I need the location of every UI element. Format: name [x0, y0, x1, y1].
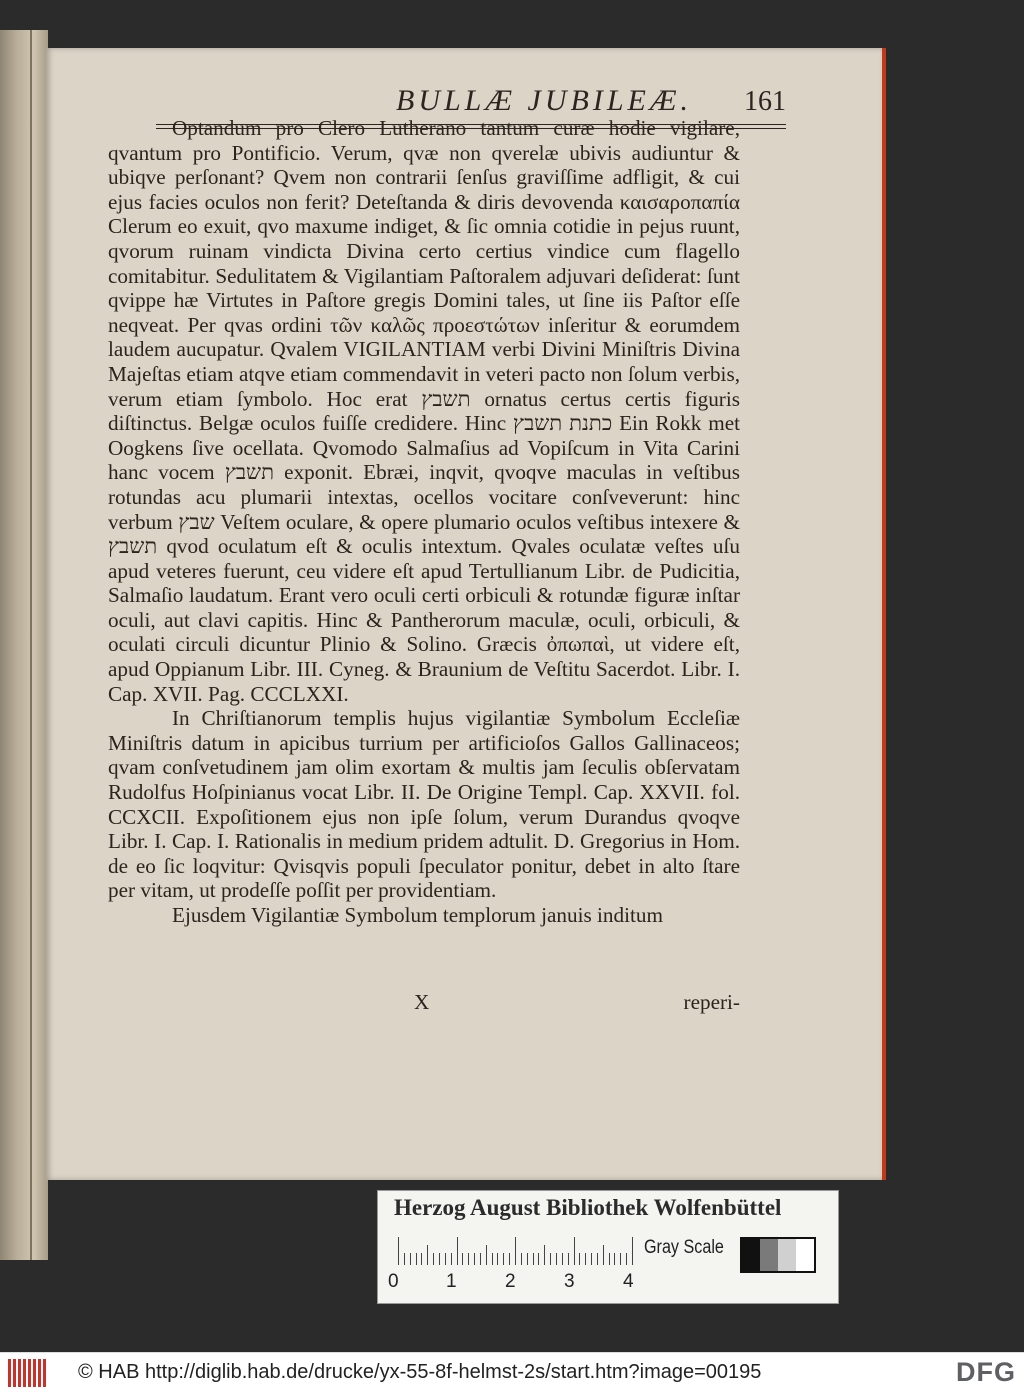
footer-url[interactable]: © HAB http://diglib.hab.de/drucke/yx-55-8f-helmst-2s/start.htm?image=00195	[78, 1361, 762, 1383]
ruler-tick	[614, 1253, 615, 1265]
ruler-tick	[509, 1253, 510, 1265]
ruler-tick	[433, 1253, 434, 1265]
ruler-tick	[416, 1253, 417, 1265]
ruler-tick	[527, 1253, 528, 1265]
ruler-tick	[620, 1253, 621, 1265]
library-name: Herzog August Bibliothek Wolfenbüttel	[394, 1195, 782, 1220]
ruler-tick	[480, 1253, 481, 1265]
scanned-page	[46, 48, 886, 1180]
ruler-tick	[503, 1253, 504, 1265]
paragraph-1: Optandum pro Clero Lutherano tantum curæ hodie vigilare, qvantum pro Pontificio. Verum, qvæ non qverelæ ubivis audiuntur & ubiqve perſonant? Qvem non contrarii ſenſus graviſſime adfligit, & cui ejus facies oculos non ferit? Deteſtanda & diris devovenda καισαροπαπία Clerum eo exuit, qvo maxume indiget, & ſic omnia cotidie in pejus ruunt, qvorum ruinam vindicta Divina certo certius vindice cum flagello comitabitur. Sedulitatem & Vigilantiam Paſtoralem adjuvari deſiderat: ſunt qvippe hæ Virtutes in Paſtore gregis Domini tales, ut ſine iis Paſtor eſſe neqveat. Per qvas ordini τῶν καλῶς προεστώτων inſeritur & eorumdem laudem aucupatur. Qvalem VIGILANTIAM verbi Divini Miniſtris Divina Majeſtas etiam atqve etiam commendavit in veteri pacto non ſolum verbis, verum etiam ſymbolo. Hoc erat תשבץ ornatus certus certis figuris diſtinctus. Belgæ oculos fuiſſe credidere. Hinc כתנת תשבץ Ein Rokk met Oogkens ſive ocellata. Qvomodo Salmaſius ad Vopiſcum in Vita Carini hanc vocem תשבץ exponit. Ebræi, inqvit, qvoqve maculas in veſtibus rotundas acu plumarii intextas, ocellos vocitare conſveverunt: hinc verbum שבץ Veſtem oculare, & opere plumario oculos veſtibus intexere & תשבץ qvod oculatum eſt & oculis intextum. Qvales oculatæ veſtes uſu apud veteres fuerunt, ceu videre eſt apud Tertullianum Libr. de Pudicitia, Salmaſio laudatum. Erant vero oculi certi orbiculi & rotundæ figuræ inſtar oculi, aut clavi capitis. Hinc & Pantherorum maculæ, oculi, orbiculi, & oculati circuli dicuntur Plinio & Solino. Græcis ὀπωπαὶ, ut videre eſt, apud Oppianum Libr. III. Cyneg. & Braunium de Veſtitu Sacerdot. Libr. I. Cap. XVII. Pag. CCCLXXI.	[108, 116, 741, 706]
ruler-tick	[515, 1237, 516, 1265]
ruler-tick	[579, 1253, 580, 1265]
ruler-tick	[486, 1245, 487, 1265]
ruler-tick	[597, 1253, 598, 1265]
ruler-tick	[439, 1253, 440, 1265]
gray-swatch	[778, 1239, 796, 1271]
ruler-tick	[626, 1253, 627, 1265]
ruler-tick	[421, 1253, 422, 1265]
ruler-tick	[550, 1253, 551, 1265]
ruler-tick	[585, 1253, 586, 1265]
ruler-tick	[609, 1253, 610, 1265]
gray-swatch	[742, 1239, 760, 1271]
ruler-tick	[521, 1253, 522, 1265]
ruler-tick	[632, 1237, 633, 1265]
ruler-number: 2	[505, 1271, 516, 1292]
ruler-tick	[457, 1237, 458, 1265]
ruler-number: 4	[623, 1271, 634, 1292]
ruler-tick	[462, 1253, 463, 1265]
catchword: reperi-	[683, 990, 740, 1014]
ruler-number: 3	[564, 1271, 575, 1292]
ruler-tick	[562, 1253, 563, 1265]
gray-swatch	[760, 1239, 778, 1271]
paragraph-2: In Chriſtianorum templis hujus vigilantiæ Symbolum Eccleſiæ Miniſtris datum in apicibus turrium per artificioſos Gallos Gallinaceos; qvam conſvetudinem jam olim exortam & multis jam ſeculis obſervatam Rudolfus Hoſpinianus vocat Libr. II. De Origine Templ. Cap. XXVII. fol. CCXCII. Expoſitionem ejus non ipſe ſolum, verum Durandus qvoqve Libr. I. Cap. I. Rationalis in medium pridem adtulit. D. Gregorius in Hom. de eo ſic loqvitur: Qvisqvis populi ſpeculator ponitur, debet in alto ſtare per vitam, ut prodeſſe poſſit per providentiam.	[108, 706, 740, 903]
signature-mark: X	[414, 990, 430, 1014]
ruler-tick	[410, 1253, 411, 1265]
page-number: 161	[744, 86, 786, 117]
ruler-tick	[468, 1253, 469, 1265]
ruler-tick	[568, 1253, 569, 1265]
ruler-tick	[445, 1253, 446, 1265]
ruler-tick	[404, 1253, 405, 1265]
dfg-logo: DFG	[956, 1357, 1016, 1387]
body-text	[108, 116, 740, 928]
ruler-tick	[556, 1253, 557, 1265]
signature-line	[108, 990, 740, 1018]
gray-scale-label: Gray Scale	[644, 1237, 724, 1258]
hab-logo-icon	[8, 1359, 46, 1387]
paragraph-3: Ejusdem Vigilantiæ Symbolum templorum januis inditum	[172, 903, 663, 927]
ruler-tick	[451, 1253, 452, 1265]
gray-scale-swatch	[740, 1237, 816, 1273]
ruler-number: 0	[388, 1271, 399, 1292]
library-label-card	[377, 1190, 839, 1304]
ruler-tick	[398, 1237, 399, 1265]
adjacent-page-edges	[0, 30, 48, 1260]
ruler-tick	[591, 1253, 592, 1265]
gray-swatch	[796, 1239, 814, 1271]
ruler-tick	[538, 1253, 539, 1265]
ruler-tick	[574, 1237, 575, 1265]
ruler-tick	[427, 1245, 428, 1265]
ruler-tick	[533, 1253, 534, 1265]
page-edge-line	[30, 30, 32, 1260]
ruler-tick	[497, 1253, 498, 1265]
ruler-tick	[474, 1253, 475, 1265]
ruler-numbers	[388, 1271, 648, 1295]
ruler-tick	[603, 1245, 604, 1265]
running-head: BULLÆ JUBILEÆ.	[396, 84, 693, 117]
scale-ruler	[398, 1237, 632, 1265]
ruler-number: 1	[446, 1271, 457, 1292]
ruler-tick	[492, 1253, 493, 1265]
footer-bar	[0, 1352, 1024, 1393]
ruler-tick	[544, 1245, 545, 1265]
